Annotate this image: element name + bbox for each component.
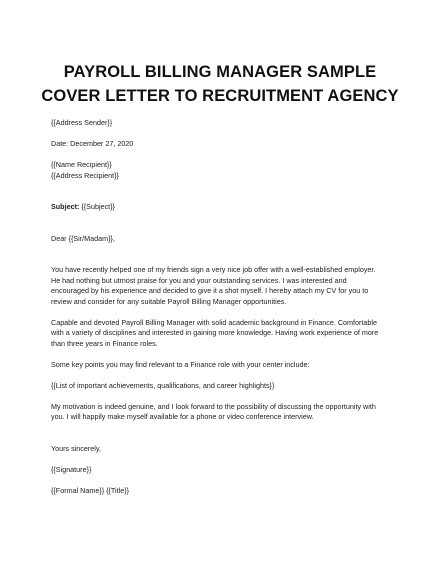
salutation: Dear {{Sir/Madam}},: [51, 233, 115, 243]
name-recipient: {{Name Recipient}}: [51, 160, 112, 169]
document-title: [40, 60, 400, 108]
address-recipient: {{Address Recipient}}: [51, 170, 119, 180]
subject-value: {{Subject}}: [79, 202, 115, 211]
paragraph-1-line: review and consider for any suitable Payroll Billing Manager opportunities.: [51, 296, 287, 306]
letter-body: [51, 118, 396, 496]
paragraph-2-line: Capable and devoted Payroll Billing Manager with solid academic background in Finance. Comfortable: [51, 317, 378, 327]
paragraph-2-line: with a variety of disciplines and interested in gaining more knowledge. Having work experience of more: [51, 328, 379, 337]
achievements-placeholder: {{List of important achievements, qualifications, and career highlights}}: [51, 380, 275, 390]
closing: Yours sincerely,: [51, 443, 101, 453]
paragraph-4-line: My motivation is indeed genuine, and I look forward to the possibility of discussing the opportunity with: [51, 401, 376, 411]
address-sender: {{Address Sender}}: [51, 118, 113, 127]
formal-name-placeholder: {{Formal Name}} {{Title}}: [51, 485, 130, 495]
subject-label: Subject:: [51, 202, 80, 211]
title-line-2: COVER LETTER TO RECRUITMENT AGENCY: [41, 87, 399, 105]
paragraph-1: [51, 265, 396, 307]
signature-placeholder: {{Signature}}: [51, 464, 92, 474]
paragraph-4-line: you. I will happily make myself available for a phone or video conference interview.: [51, 412, 314, 421]
paragraph-2: [51, 318, 396, 350]
letter-date: Date: December 27, 2020: [51, 139, 134, 148]
title-line-1: PAYROLL BILLING MANAGER SAMPLE: [63, 63, 377, 81]
subject-line: [51, 202, 396, 213]
paragraph-2-line: than three years in Finance roles.: [51, 338, 158, 348]
paragraph-1-line: encouraged by his experience and decided to give it a shot myself. I hereby attach my CV for you to: [51, 286, 369, 295]
paragraph-1-line: He had nothing but utmost praise for you and your outstanding services. I was interested and: [51, 275, 347, 285]
paragraph-4: [51, 402, 396, 423]
paragraph-1-line: You have recently helped one of my friends sign a very nice job offer with a well-established employer.: [51, 265, 376, 274]
paragraph-3: Some key points you may find relevant to a Finance role with your center include:: [51, 359, 310, 369]
